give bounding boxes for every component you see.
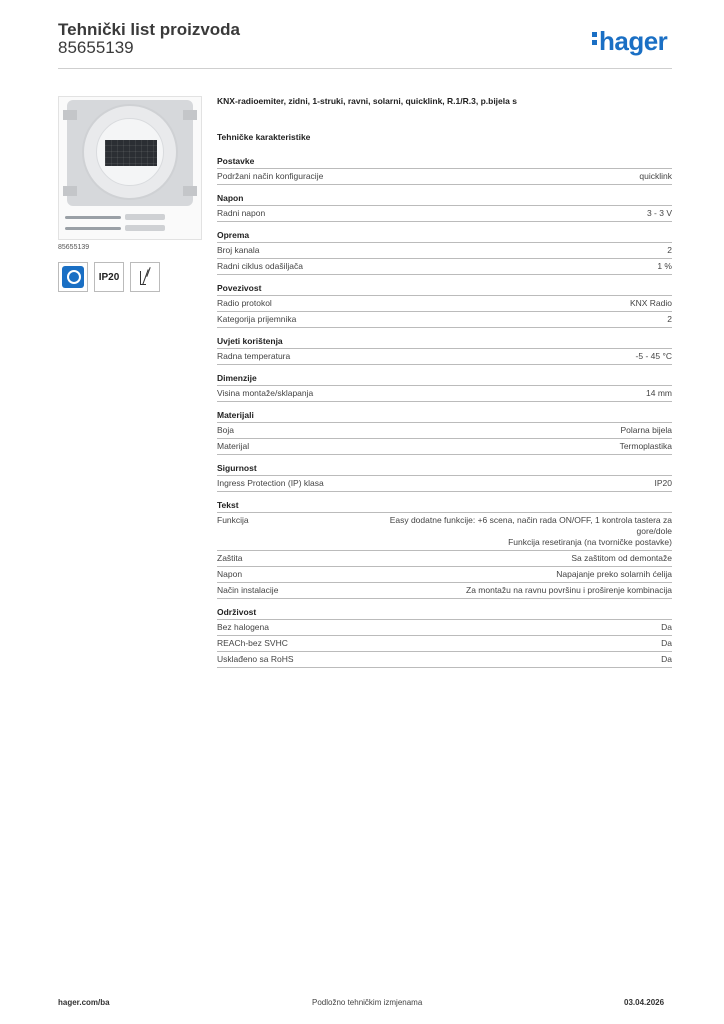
spec-content bbox=[217, 96, 672, 676]
spec-value-line: 2 bbox=[667, 245, 672, 255]
product-title: KNX-radioemiter, zidni, 1-struki, ravni, solarni, quicklink, R.1/R.3, p.bijela s bbox=[217, 96, 517, 106]
spec-value bbox=[620, 425, 672, 436]
spec-label: Radio protokol bbox=[217, 298, 272, 308]
spec-value bbox=[646, 388, 672, 399]
spec-section bbox=[217, 156, 672, 185]
spec-row bbox=[217, 439, 672, 455]
feature-icons bbox=[58, 262, 160, 292]
spec-value-line: Da bbox=[661, 622, 672, 632]
spec-value bbox=[390, 515, 672, 548]
quicklink-icon bbox=[58, 262, 88, 292]
spec-value-line: Easy dodatne funkcije: +6 scena, način rada ON/OFF, 1 kontrola tastera za bbox=[389, 515, 672, 525]
spec-label: Broj kanala bbox=[217, 245, 260, 255]
spec-value bbox=[661, 638, 672, 649]
page-title: Tehnički list proizvoda bbox=[58, 20, 240, 39]
spec-section bbox=[217, 336, 672, 365]
spec-value-line: KNX Radio bbox=[629, 298, 672, 308]
spec-label: REACh-bez SVHC bbox=[217, 638, 288, 648]
spec-label: Ingress Protection (IP) klasa bbox=[217, 478, 324, 488]
spec-label: Način instalacije bbox=[217, 585, 279, 595]
spec-row bbox=[217, 567, 672, 583]
tech-heading: Tehničke karakteristike bbox=[217, 132, 311, 142]
spec-value bbox=[667, 314, 672, 325]
spec-row bbox=[217, 513, 672, 551]
footer-website: hager.com/ba bbox=[58, 998, 110, 1007]
spec-row bbox=[217, 652, 672, 668]
spec-value-line: Funkcija resetiranja (na tvorničke postavke) bbox=[508, 537, 672, 547]
spec-value-line: Sa zaštitom od demontaže bbox=[571, 553, 672, 563]
spec-value-line: Napajanje preko solarnih ćelija bbox=[556, 569, 672, 579]
spec-row bbox=[217, 423, 672, 439]
spec-label: Bez halogena bbox=[217, 622, 269, 632]
spec-section bbox=[217, 500, 672, 599]
product-image bbox=[58, 96, 202, 240]
spec-section bbox=[217, 230, 672, 275]
spec-value bbox=[655, 478, 673, 489]
spec-row bbox=[217, 296, 672, 312]
cover-plate bbox=[67, 100, 193, 206]
spec-row bbox=[217, 259, 672, 275]
spec-label: Radna temperatura bbox=[217, 351, 291, 361]
spec-value bbox=[636, 351, 672, 362]
spec-label: Boja bbox=[217, 425, 235, 435]
spec-value-line: Termoplastika bbox=[619, 441, 672, 451]
spec-value bbox=[667, 245, 672, 256]
spec-value bbox=[556, 569, 672, 580]
spec-section bbox=[217, 607, 672, 668]
wall-plug-icon bbox=[125, 225, 165, 231]
spec-row bbox=[217, 206, 672, 222]
solar-panel bbox=[105, 140, 157, 166]
surface-mount-icon bbox=[130, 262, 160, 292]
spec-value bbox=[661, 654, 672, 665]
spec-value-line: 3 - 3 V bbox=[646, 208, 672, 218]
spec-row bbox=[217, 476, 672, 492]
spec-section bbox=[217, 410, 672, 455]
spec-row bbox=[217, 169, 672, 185]
spec-section bbox=[217, 463, 672, 492]
spec-value-line: quicklink bbox=[639, 171, 672, 181]
spec-value-line: Da bbox=[661, 654, 672, 664]
header-divider bbox=[58, 68, 672, 69]
spec-label: Radni ciklus odašiljača bbox=[217, 261, 303, 271]
spec-label: Zaštita bbox=[217, 553, 243, 563]
spec-sections bbox=[217, 156, 672, 668]
spec-value-line: Polarna bijela bbox=[620, 425, 672, 435]
spec-section bbox=[217, 283, 672, 328]
spec-row bbox=[217, 386, 672, 402]
spec-row bbox=[217, 636, 672, 652]
spec-label: Kategorija prijemnika bbox=[217, 314, 297, 324]
logo-text: hager bbox=[599, 26, 668, 56]
spec-value bbox=[657, 261, 672, 272]
spec-row bbox=[217, 243, 672, 259]
spec-value-line: IP20 bbox=[654, 478, 672, 488]
spec-value-line: 1 % bbox=[657, 261, 672, 271]
section-title: Sigurnost bbox=[217, 463, 672, 476]
spec-label: Podržani način konfiguracije bbox=[217, 171, 324, 181]
spec-value bbox=[639, 171, 672, 182]
section-title: Dimenzije bbox=[217, 373, 672, 386]
spec-value-line: -5 - 45 °C bbox=[635, 351, 672, 361]
section-title: Materijali bbox=[217, 410, 672, 423]
screw-icon bbox=[65, 216, 121, 219]
spec-value bbox=[630, 298, 672, 309]
spec-row bbox=[217, 312, 672, 328]
transmitter-disc bbox=[96, 118, 164, 186]
section-title: Postavke bbox=[217, 156, 672, 169]
ip-rating-icon: IP20 bbox=[94, 262, 124, 292]
footer-date: 03.04.2026 bbox=[624, 998, 665, 1007]
section-title: Napon bbox=[217, 193, 672, 206]
spec-value-line: gore/dole bbox=[636, 526, 672, 536]
spec-label: Radni napon bbox=[217, 208, 266, 218]
spec-value bbox=[466, 585, 672, 596]
wall-plug-icon bbox=[125, 214, 165, 220]
footer-notice: Podložno tehničkim izmjenama bbox=[312, 998, 423, 1007]
spec-value bbox=[661, 622, 672, 633]
section-title: Oprema bbox=[217, 230, 672, 243]
spec-label: Visina montaže/sklapanja bbox=[217, 388, 314, 398]
spec-value bbox=[571, 553, 672, 564]
spec-section bbox=[217, 373, 672, 402]
section-title: Održivost bbox=[217, 607, 672, 620]
section-title: Povezivost bbox=[217, 283, 672, 296]
frame-ring bbox=[82, 104, 178, 200]
spec-row bbox=[217, 620, 672, 636]
hager-logo bbox=[592, 26, 667, 57]
image-caption: 85655139 bbox=[58, 244, 90, 251]
spec-value-line: 2 bbox=[667, 314, 672, 324]
spec-value-line: 14 mm bbox=[646, 388, 672, 398]
spec-label: Materijal bbox=[217, 441, 250, 451]
product-code: 85655139 bbox=[58, 38, 134, 57]
spec-row bbox=[217, 551, 672, 567]
section-title: Tekst bbox=[217, 500, 672, 513]
spec-section bbox=[217, 193, 672, 222]
screw-icon bbox=[65, 227, 121, 230]
spec-row bbox=[217, 583, 672, 599]
spec-value bbox=[647, 208, 672, 219]
spec-value bbox=[620, 441, 672, 452]
spec-label: Napon bbox=[217, 569, 243, 579]
section-title: Uvjeti korištenja bbox=[217, 336, 672, 349]
spec-label: Usklađeno sa RoHS bbox=[217, 654, 294, 664]
spec-row bbox=[217, 349, 672, 365]
spec-value-line: Za montažu na ravnu površinu i proširenje kombinacija bbox=[466, 585, 672, 595]
spec-label: Funkcija bbox=[217, 515, 249, 525]
logo-colon-icon bbox=[592, 29, 597, 48]
spec-value-line: Da bbox=[661, 638, 672, 648]
